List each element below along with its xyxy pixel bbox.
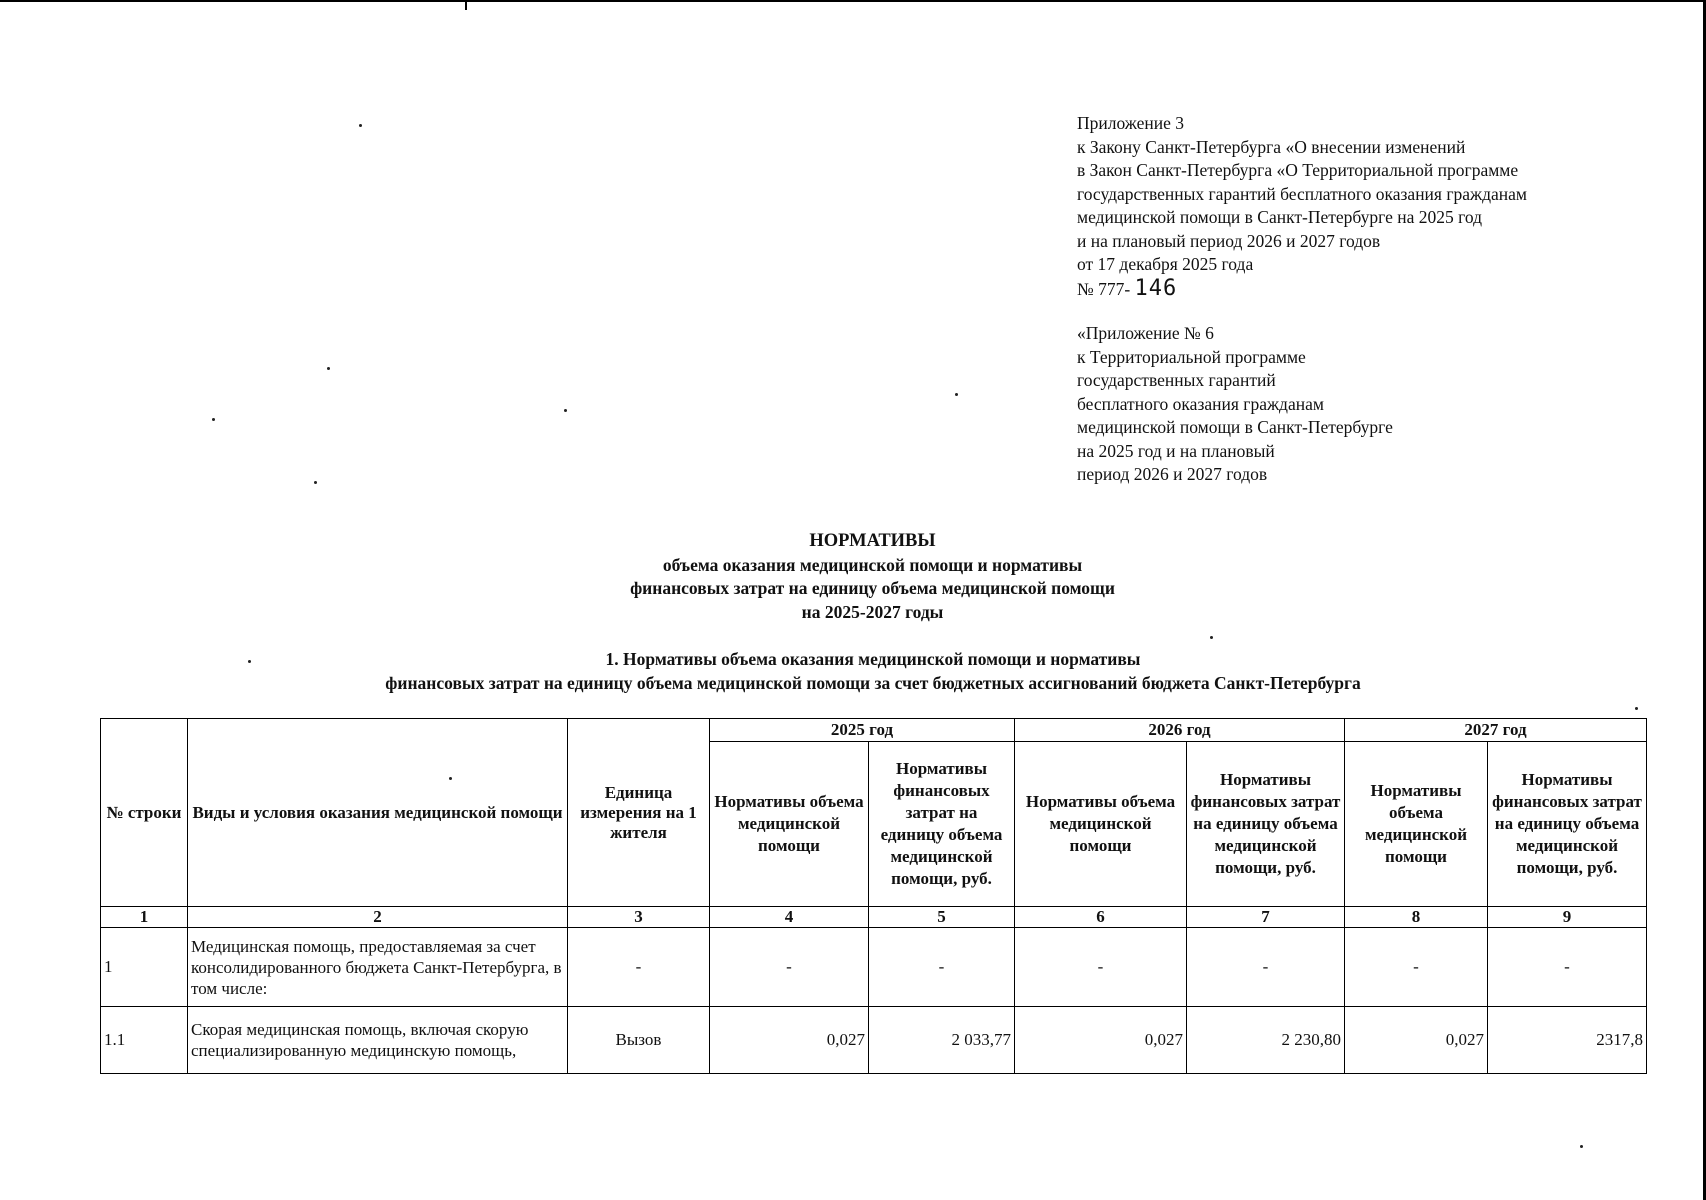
column-number: 8 [1345, 907, 1488, 928]
law-number-handwritten: 146 [1134, 275, 1178, 301]
header-cost-2026: Нормативы финансовых затрат на единицу объема медицинской помощи, руб. [1187, 742, 1345, 907]
volume-2027-cell: - [1345, 928, 1488, 1007]
unit-cell: Вызов [568, 1007, 710, 1074]
care-type-cell: Скорая медицинская помощь, включая скорую специализированную медицинскую помощь, [188, 1007, 568, 1074]
volume-2025-cell: - [710, 928, 869, 1007]
scan-speck [212, 418, 215, 421]
document-title-line: на 2025-2027 годы [801, 601, 944, 622]
table-header-row [101, 719, 1647, 742]
annex-law-line: в Закон Санкт-Петербурга «О Территориальной программе [1077, 160, 1519, 180]
volume-2027-cell: 0,027 [1345, 1007, 1488, 1074]
header-year-2026: 2026 год [1015, 719, 1345, 742]
cost-2027-cell: 2317,8 [1488, 1007, 1647, 1074]
column-number: 1 [101, 907, 188, 928]
annex-law-block [1077, 112, 1527, 301]
scan-speck [359, 124, 362, 127]
column-number: 9 [1488, 907, 1647, 928]
volume-2026-cell: - [1015, 928, 1187, 1007]
header-year-2027: 2027 год [1345, 719, 1647, 742]
annex-program-line: бесплатного оказания гражданам [1077, 393, 1324, 414]
annex-law-line: от 17 декабря 2025 года [1077, 254, 1254, 274]
annex-program-block [1077, 322, 1393, 487]
norms-table [100, 718, 1647, 1074]
annex-program-line: к Территориальной программе [1077, 346, 1306, 367]
document-title-line: объема оказания медицинской помощи и нормативы [662, 554, 1083, 575]
section-heading-line: 1. Нормативы объема оказания медицинской помощи и нормативы [605, 649, 1141, 669]
annex-program-line: на 2025 год и на плановый [1077, 440, 1275, 461]
document-title [0, 530, 1706, 624]
document-title-main: НОРМАТИВЫ [809, 531, 936, 551]
column-number: 3 [568, 907, 710, 928]
header-unit: Единица измерения на 1 жителя [568, 719, 710, 907]
column-number: 6 [1015, 907, 1187, 928]
annex-program-line: медицинской помощи в Санкт-Петербурге [1077, 417, 1393, 437]
column-number: 4 [710, 907, 869, 928]
page-top-edge [0, 0, 1706, 2]
scan-speck [327, 367, 330, 370]
scan-speck [1210, 636, 1213, 639]
volume-2025-cell: 0,027 [710, 1007, 869, 1074]
header-cost-2027: Нормативы финансовых затрат на единицу объема медицинской помощи, руб. [1488, 742, 1647, 907]
header-types: Виды и условия оказания медицинской помощи [188, 719, 568, 907]
annex-law-line: Приложение 3 [1077, 113, 1185, 133]
scan-mark [465, 2, 467, 10]
annex-law-line: и на плановый период 2026 и 2027 годов [1077, 230, 1381, 251]
scan-speck [1635, 707, 1638, 710]
header-volume-2027: Нормативы объема медицинской помощи [1345, 742, 1488, 907]
annex-law-line: государственных гарантий бесплатного оказания гражданам [1077, 183, 1528, 204]
header-year-2025: 2025 год [710, 719, 1015, 742]
scan-speck [955, 393, 958, 396]
column-number: 7 [1187, 907, 1345, 928]
scan-speck [1580, 1145, 1583, 1148]
scan-speck [314, 481, 317, 484]
law-number-prefix: № 777- [1077, 278, 1131, 299]
column-number: 2 [188, 907, 568, 928]
cost-2025-cell: 2 033,77 [869, 1007, 1015, 1074]
scan-speck [564, 409, 567, 412]
column-number-row [101, 907, 1647, 928]
header-row-number: № строки [101, 719, 188, 907]
row-number-cell: 1.1 [101, 1007, 188, 1074]
header-volume-2026: Нормативы объема медицинской помощи [1015, 742, 1187, 907]
unit-cell: - [568, 928, 710, 1007]
table-row [101, 928, 1647, 1007]
annex-law-line: к Закону Санкт-Петербурга «О внесении изменений [1077, 136, 1466, 157]
volume-2026-cell: 0,027 [1015, 1007, 1187, 1074]
cost-2026-cell: 2 230,80 [1187, 1007, 1345, 1074]
annex-program-line: «Приложение № 6 [1077, 323, 1214, 343]
header-cost-2025: Нормативы финансовых затрат на единицу объема медицинской помощи, руб. [869, 742, 1015, 907]
row-number-cell: 1 [101, 928, 188, 1007]
annex-program-line: период 2026 и 2027 годов [1077, 464, 1268, 484]
cost-2027-cell: - [1488, 928, 1647, 1007]
law-number [1077, 277, 1527, 302]
annex-law-line: медицинской помощи в Санкт-Петербурге на 2025 год [1077, 207, 1483, 227]
column-number: 5 [869, 907, 1015, 928]
header-volume-2025: Нормативы объема медицинской помощи [710, 742, 869, 907]
cost-2026-cell: - [1187, 928, 1345, 1007]
care-type-cell: Медицинская помощь, предоставляемая за счет консолидированного бюджета Санкт-Петербурга, в том числе: [188, 928, 568, 1007]
cost-2025-cell: - [869, 928, 1015, 1007]
section-heading [0, 648, 1706, 695]
annex-program-line: государственных гарантий [1077, 370, 1276, 390]
document-title-line: финансовых затрат на единицу объема медицинской помощи [630, 578, 1115, 598]
table-row [101, 1007, 1647, 1074]
section-heading-line: финансовых затрат на единицу объема медицинской помощи за счет бюджетных ассигнований бюджета Санкт-Петербурга [385, 672, 1361, 693]
